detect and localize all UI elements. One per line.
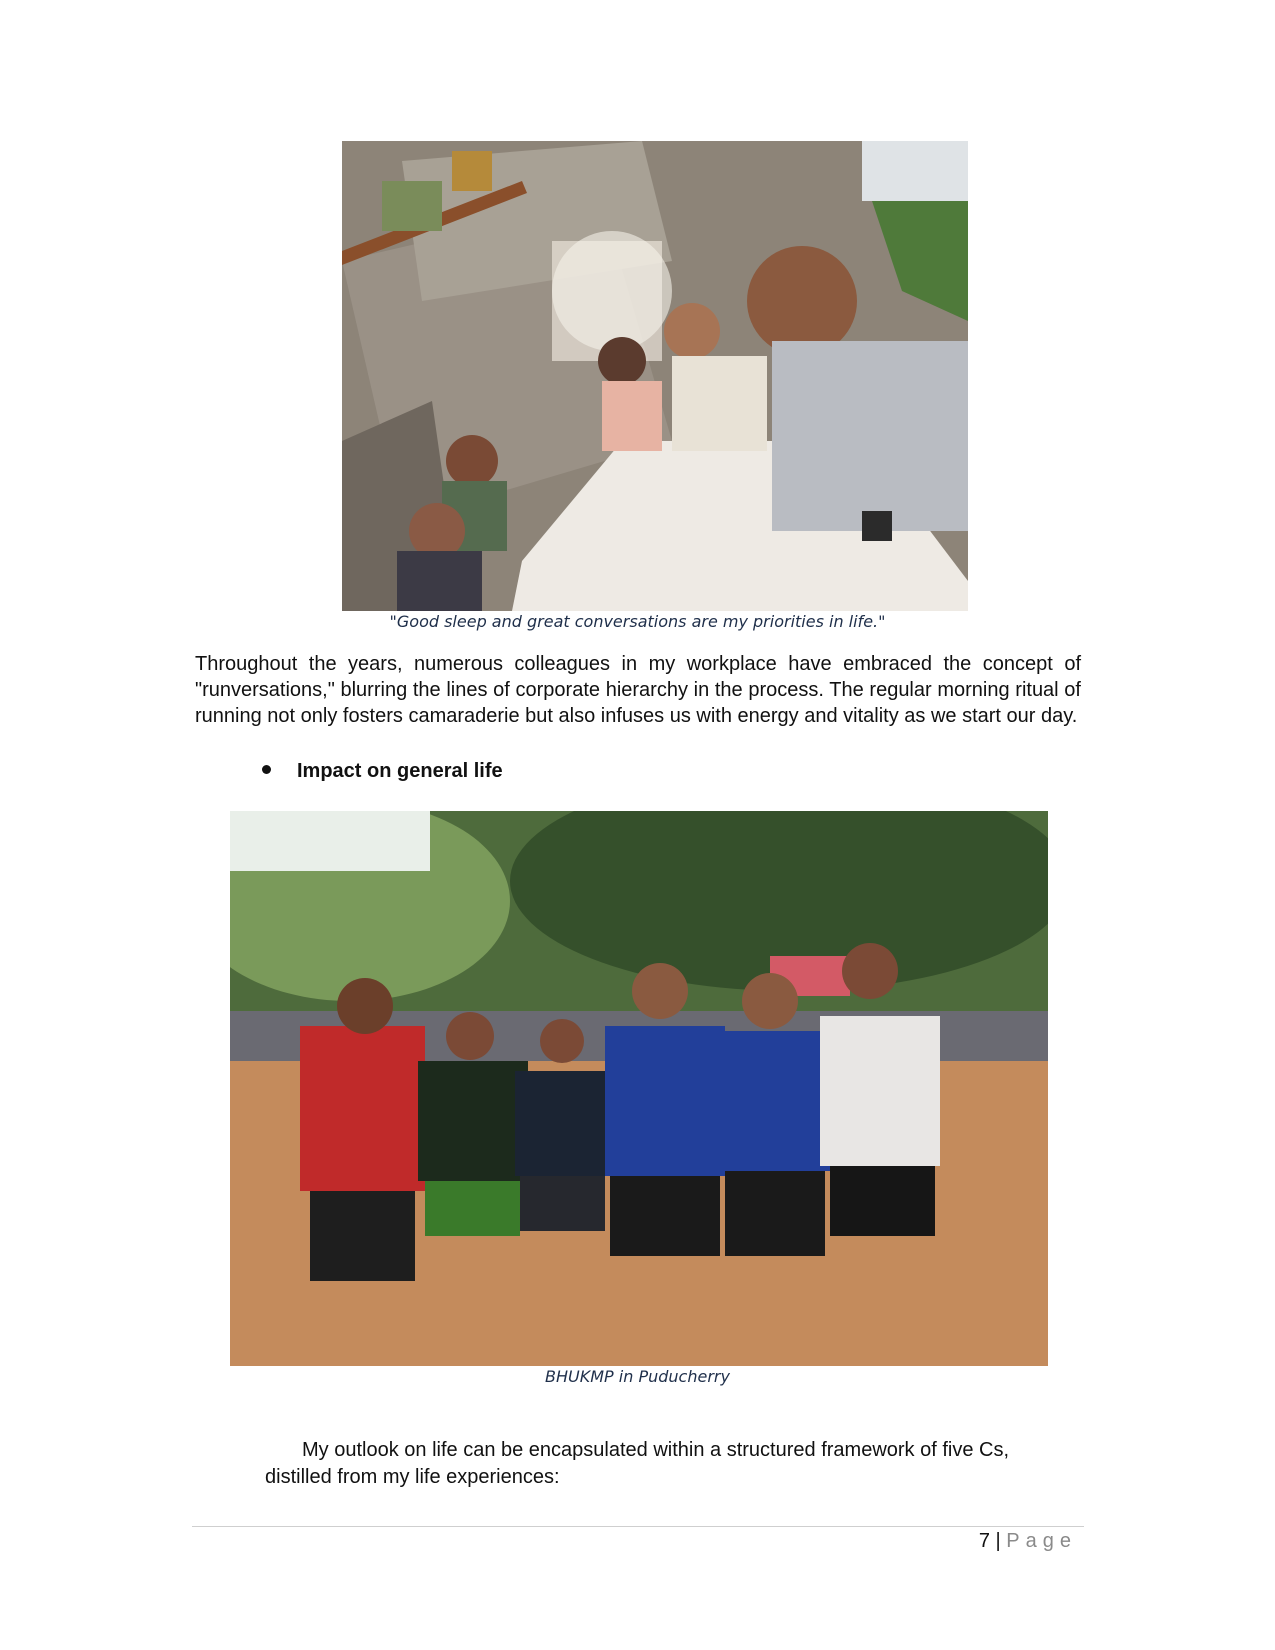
outlook-paragraph: [265, 1437, 1065, 1491]
page-number: 7: [978, 1530, 990, 1552]
dinner-photo-caption: "Good sleep and great conversations are my priorities in life.": [389, 612, 886, 631]
footer-divider: [192, 1526, 1084, 1527]
page-separator: |: [995, 1530, 1001, 1552]
runners-group-photo: [230, 811, 1048, 1366]
runversations-paragraph: Throughout the years, numerous colleagues in my workplace have embraced the concept of "runversations," blurring the lines of corporate hierarchy in the process. The regular morning ritual of running not only fosters camaraderie but also infuses us with energy and vitality as we start our day.: [195, 653, 1081, 727]
outlook-line-1: My outlook on life can be encapsulated within a structured framework of five Cs,: [302, 1439, 1010, 1461]
outlook-line-2: distilled from my life experiences:: [265, 1466, 560, 1488]
page-footer: [979, 1530, 1077, 1553]
dinner-group-photo: [342, 141, 968, 611]
bullet-icon: [262, 765, 271, 774]
runners-photo-caption: BHUKMP in Puducherry: [545, 1367, 730, 1386]
bullet-heading: Impact on general life: [297, 760, 503, 782]
page-label: Page: [1006, 1530, 1077, 1552]
impact-bullet: [262, 760, 503, 783]
